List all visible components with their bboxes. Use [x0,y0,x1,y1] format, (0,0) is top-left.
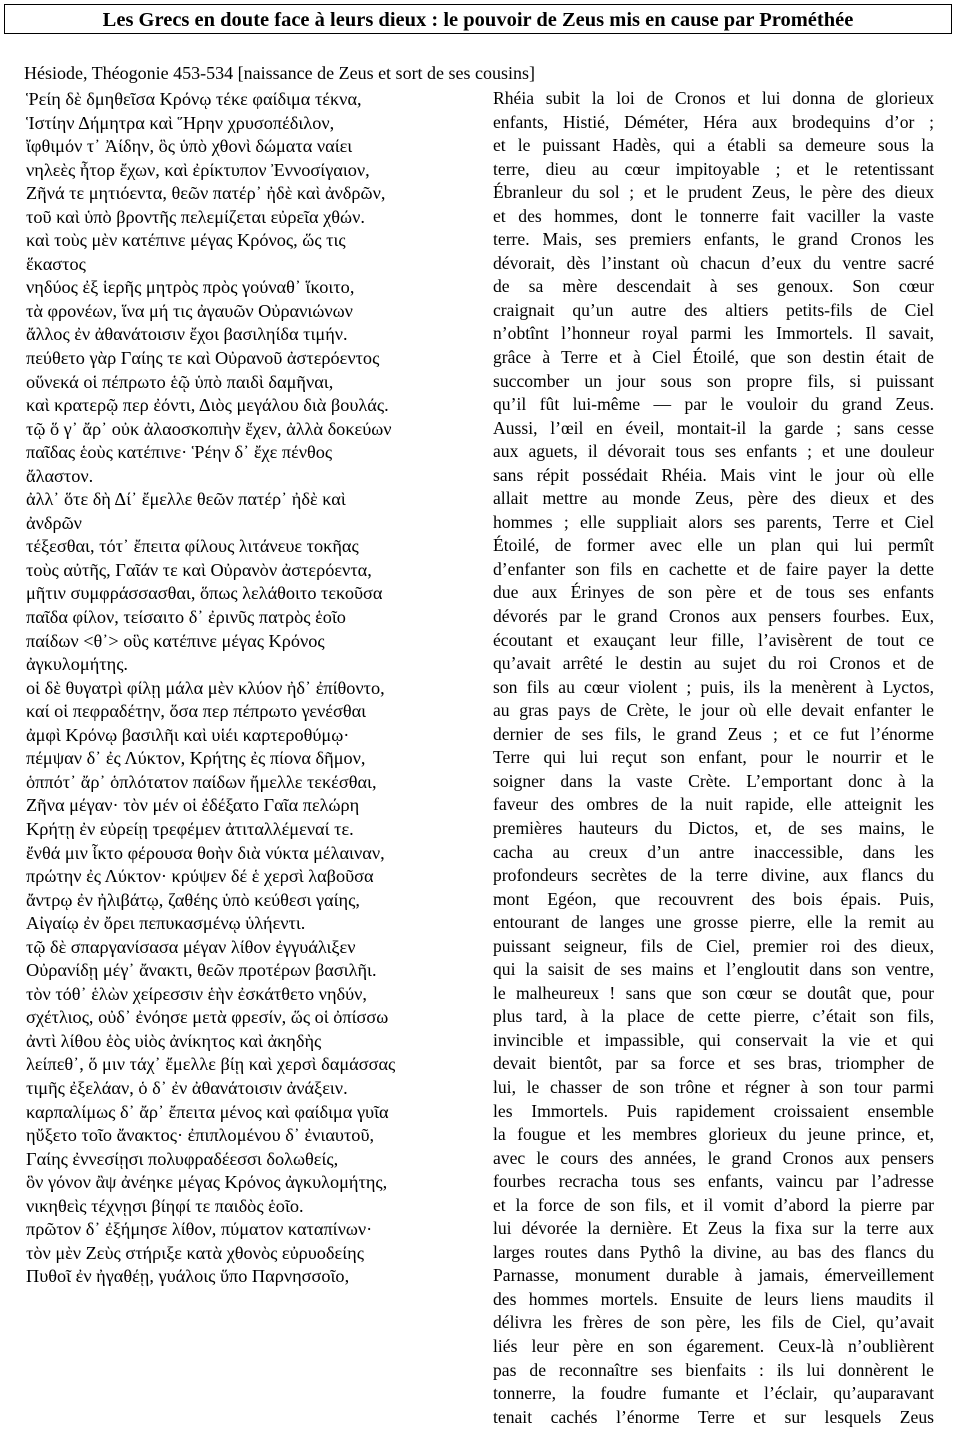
greek-line: τοῦ καὶ ὑπὸ βροντῆς πελεμίζεται εὐρεῖα χθών. [26,206,365,227]
french-line: d’enfanter son fils en cachette et de faire payer la dette [493,558,934,579]
french-line: de sa mère descendait à ses genoux. Son cœur [493,276,934,297]
greek-line: παῖδα φίλον, τείσαιτο δ᾽ ἐρινῦς πατρὸς ἑοῖο [26,607,346,628]
french-line: allait mettre au monde Zeus, père des dieux et des [493,488,934,509]
greek-line: Αἰγαίῳ ἐν ὄρει πεπυκασμένῳ ὑλήεντι. [26,913,306,934]
french-line: due aux Érinyes de son père et de tous ses enfants [493,582,934,603]
french-line: dernier de ses fils, le grand Zeus ; et ce fut l’énorme [493,723,934,744]
greek-line: καί οἱ πεφραδέτην, ὅσα περ πέπρωτο γενέσθαι [26,701,367,722]
french-line: Terre qui lui reçut son enfant, pour le nourrir et le [493,747,934,768]
greek-line: ηὔξετο τοῖο ἄνακτος· ἐπιπλομένου δ᾽ ἐνιαυτοῦ, [26,1125,375,1146]
title-box [4,4,952,34]
source-reference: Hésiode, Théogonie 453-534 [naissance de Zeus et sort de ses cousins] [24,63,536,83]
greek-line: τὸν μὲν Ζεὺς στήριξε κατὰ χθονὸς εὐρυοδείης [26,1242,364,1263]
french-line: plus tard, à la place de cette pierre, c’était son fils, [493,1006,934,1027]
french-line: succomber un jour sous son propre fils, si puissant [493,370,934,391]
french-line: Aussi, l’œil en éveil, montait-il la garde ; sans cesse [493,417,934,438]
greek-line: τέξεσθαι, τότ᾽ ἔπειτα φίλους λιτάνευε τοκῆας [26,536,359,557]
greek-line: νηλεὲς ἦτορ ἔχων, καὶ ἐρίκτυπον Ἐννοσίγαιον, [26,159,370,180]
french-line: enfants, Histié, Déméter, Héra aux brodequins d’or ; [493,111,934,132]
french-line: tenait cachés l’énorme Terre et sur lesquels Zeus [493,1406,934,1427]
greek-line: Πυθοῖ ἐν ἠγαθέῃ, γυάλοις ὕπο Παρνησσοῖο, [26,1266,350,1287]
french-translation-column [493,87,934,1429]
french-line: profondeurs secrètes de la terre divine, aux flancs du [493,865,934,886]
greek-line: τὰ φρονέων, ἵνα μή τις ἀγαυῶν Οὐρανιώνων [26,300,353,321]
french-line: puissant seigneur, fils de Ciel, premier roi des dieux, [493,935,934,956]
french-line: qui la saisit de ses mains et l’engloutit dans son ventre, [493,959,934,980]
french-line: entourant de langes une grosse pierre, elle la remit au [493,912,934,933]
french-line: premières hauteurs du Dictos, et, de ses mains, le [493,817,934,838]
greek-line: τιμῆς ἐξελάαν, ὁ δ᾽ ἐν ἀθανάτοισιν ἀνάξειν. [26,1077,348,1098]
french-line: les Immortels. Puis rapidement croissaient ensemble [493,1100,934,1121]
greek-line: τὸν τόθ᾽ ἑλὼν χείρεσσιν ἑὴν ἐσκάτθετο νηδύν, [26,983,368,1004]
french-line: terre, dieu au cœur impitoyable ; et le retentissant [493,158,934,179]
greek-line: σχέτλιος, οὐδ᾽ ἐνόησε μετὰ φρεσίν, ὥς οἱ ὀπίσσω [26,1007,389,1028]
french-line: devait bientôt, par sa force et ses bras, triompher de [493,1053,934,1074]
greek-line: ἀμφὶ Κρόνῳ βασιλῆι καὶ υἱέι καρτεροθύμῳ· [26,724,350,745]
greek-line: πρῶτον δ᾽ ἐξήμησε λίθον, πύματον καταπίνων· [26,1219,373,1240]
greek-line: ἀντὶ λίθου ἑὸς υἱὸς ἀνίκητος καὶ ἀκηδὴς [26,1030,322,1051]
greek-line: Γαίης ἐννεσίῃσι πολυφραδέεσσι δολωθείς, [26,1148,339,1169]
greek-line: ἄλλος ἐν ἀθανάτοισιν ἔχοι βασιληίδα τιμήν. [26,324,348,345]
french-line: grâce à Terre et à Ciel Étoilé, que son destin était de [493,347,934,368]
french-line: son fils au cœur violent ; puis, ils la menèrent à Lyctos, [493,676,934,697]
greek-line: Κρήτῃ ἐν εὐρείῃ τρεφέμεν ἀτιταλλέμεναί τε. [26,818,354,839]
french-line: tonnerre, la foudre fumante et l’éclair, qu’auparavant [493,1383,934,1404]
greek-line: τῷ ὅ γ᾽ ἄρ᾽ οὐκ ἀλαοσκοπιὴν ἔχεν, ἀλλὰ δοκεύων [26,418,392,439]
french-line: qu’il fût lui-même — par le vouloir du grand Zeus. [493,394,934,415]
greek-line: ἕκαστος [26,253,86,274]
french-line: aux aguets, il dévorait tous ses enfants ; et une douleur [493,441,934,462]
greek-line: πεύθετο γὰρ Γαίης τε καὶ Οὐρανοῦ ἀστερόεντος [26,348,380,369]
greek-line: ἄντρῳ ἐν ἠλιβάτῳ, ζαθέης ὑπὸ κεύθεσι γαίης, [26,889,360,910]
greek-line: οἱ δὲ θυγατρὶ φίλῃ μάλα μὲν κλύον ἠδ᾽ ἐπίθοντο, [26,677,385,698]
french-line: sans répit possédait Rhéia. Mais vint le jour où elle [493,464,934,485]
french-line: le malheureux ! sans que son cœur se doutât que, pour [493,982,934,1003]
greek-line: Ἱστίην Δήμητρα καὶ Ἥρην χρυσοπέδιλον, [26,112,335,133]
greek-line: τῷ δὲ σπαργανίσασα μέγαν λίθον ἐγγυάλιξεν [26,936,356,957]
greek-line: τοὺς αὐτῆς, Γαῖάν τε καὶ Οὐρανὸν ἀστερόεντα, [26,559,372,580]
greek-line: καὶ κρατερῷ περ ἐόντι, Διὸς μεγάλου διὰ βουλάς. [26,395,389,416]
french-line: mont Egéon, que recouvrent des bois épais. Puis, [493,888,934,909]
french-line: n’obtînt l’honneur royal parmi les Immortels. Il savait, [493,323,934,344]
french-line: invincible et impassible, qui conservait la vie et qui [493,1029,934,1050]
greek-line: ἴφθιμόν τ᾽ Ἀίδην, ὃς ὑπὸ χθονὶ δώματα ναίει [26,136,353,157]
greek-line: πέμψαν δ᾽ ἐς Λύκτον, Κρήτης ἐς πίονα δῆμον, [26,748,366,769]
french-line: dévorés par le grand Cronos aux pensers fourbes. Eux, [493,606,934,627]
greek-line: Οὐρανίδῃ μέγ᾽ ἄνακτι, θεῶν προτέρων βασιλῆι. [26,960,377,981]
page-title: Les Grecs en doute face à leurs dieux : le pouvoir de Zeus mis en cause par Prométhée [102,9,854,31]
greek-line: ἀλλ᾽ ὅτε δὴ Δί᾽ ἔμελλε θεῶν πατέρ᾽ ἠδὲ καὶ [26,489,346,510]
french-line: et le puissant Hadès, qui a établi sa demeure sous la [493,135,934,156]
french-line: écoutant et exauçant leur fille, l’avisèrent de tout ce [493,629,934,650]
greek-line: Ζῆνα μέγαν· τὸν μέν οἱ ἐδέξατο Γαῖα πελώρη [26,795,360,816]
greek-line: Ζῆνά τε μητιόεντα, θεῶν πατέρ᾽ ἠδὲ καὶ ἀνδρῶν, [26,183,386,204]
greek-line: παῖδας ἑοὺς κατέπινε· Ῥέην δ᾽ ἔχε πένθος [26,442,333,463]
french-line: fourbes recracha tous ses enfants, vaincu par l’adresse [493,1171,934,1192]
french-line: hommes ; elle suppliait alors ses parents, Terre et Ciel [493,511,934,532]
french-line: avec le cours des années, le grand Cronos aux pensers [493,1147,934,1168]
french-line: Ébranleur du sol ; et le prudent Zeus, le père des dieux [493,182,934,203]
french-line: faveur des ombres de la nuit rapide, elle atteignit les [493,794,934,815]
french-line: la fougue et les membres glorieux du jeune prince, et, [493,1124,934,1145]
greek-line: πρώτην ἐς Λύκτον· κρύψεν δέ ἑ χερσὶ λαβοῦσα [26,866,374,887]
french-line: et la force de son fils, et il vomit d’abord la pierre par [493,1194,934,1215]
greek-line: ὁππότ᾽ ἄρ᾽ ὁπλότατον παίδων ἤμελλε τεκέσθαι, [26,771,377,792]
greek-line: Ῥείη δὲ δμηθεῖσα Κρόνῳ τέκε φαίδιμα τέκνα, [26,89,362,109]
french-line: des hommes mortels. Ensuite de leurs liens maudits il [493,1288,934,1309]
french-line: dévorait, dès l’instant où chacun d’eux du ventre sacré [493,252,934,273]
greek-line: ἔνθά μιν ἷκτο φέρουσα θοὴν διὰ νύκτα μέλαιναν, [26,842,385,863]
french-line: pas de reconnaître ses bienfaits : ils lui donnèrent le [493,1359,934,1380]
french-line: délivra les frères de son père, les fils de Ciel, qu’avait [493,1312,934,1333]
french-line: cacha au creux d’un antre inaccessible, dans les [493,841,934,862]
french-line: craignait qu’un autre des altiers petits-fils de Ciel [493,299,934,320]
greek-line: ὃν γόνον ἂψ ἀνέηκε μέγας Κρόνος ἀγκυλομήτης, [26,1172,388,1193]
french-line: Étoilé, de former avec elle un plan qui lui permît [493,535,934,556]
greek-line: οὕνεκά οἱ πέπρωτο ἑῷ ὑπὸ παιδὶ δαμῆναι, [26,371,334,392]
greek-line: νηδύος ἐξ ἱερῆς μητρὸς πρὸς γούναθ᾽ ἵκοιτο, [26,277,355,298]
greek-line: λείπεθ᾽, ὅ μιν τάχ᾽ ἔμελλε βίῃ καὶ χερσὶ δαμάσσας [26,1054,396,1075]
greek-line: μῆτιν συμφράσσασθαι, ὅπως λελάθοιτο τεκοῦσα [26,583,383,604]
greek-line: ἀγκυλομήτης. [26,654,129,675]
french-line: Rhéia subit la loi de Cronos et lui donna de glorieux [493,88,934,108]
greek-line: ἄλαστον. [26,465,94,486]
greek-text-column [26,88,482,1289]
greek-line: παίδων <θ᾽> οὓς κατέπινε μέγας Κρόνος [26,630,325,651]
greek-line: καὶ τοὺς μὲν κατέπινε μέγας Κρόνος, ὥς τις [26,230,346,251]
french-line: au gras pays de Crète, le jour où elle devait enfanter le [493,700,934,721]
french-line: terre. Mais, ses premiers enfants, le grand Cronos les [493,229,934,250]
french-line: Parnasse, monument durable à jamais, émerveillement [493,1265,934,1286]
french-line: liés leur père en son égarement. Ceux-là n’oublièrent [493,1335,934,1356]
french-line: qu’avait arrêté le destin au sujet du roi Cronos et de [493,653,934,674]
french-line: et des hommes, dont le tonnerre fait vaciller la vaste [493,205,934,226]
greek-line: ἀνδρῶν [26,512,82,533]
french-line: larges routes dans Pythô la divine, au bas des flancs du [493,1241,934,1262]
greek-line: νικηθεὶς τέχνῃσι βίηφί τε παιδὸς ἑοῖο. [26,1195,304,1216]
french-line: lui dévorée la dernière. Et Zeus la fixa sur la terre aux [493,1218,934,1239]
french-line: lui, le chasser de son trône et régner à son tour parmi [493,1076,934,1097]
greek-line: καρπαλίμως δ᾽ ἄρ᾽ ἔπειτα μένος καὶ φαίδιμα γυῖα [26,1101,389,1122]
french-line: soigner dans la vaste Crète. L’emportant donc à la [493,770,934,791]
